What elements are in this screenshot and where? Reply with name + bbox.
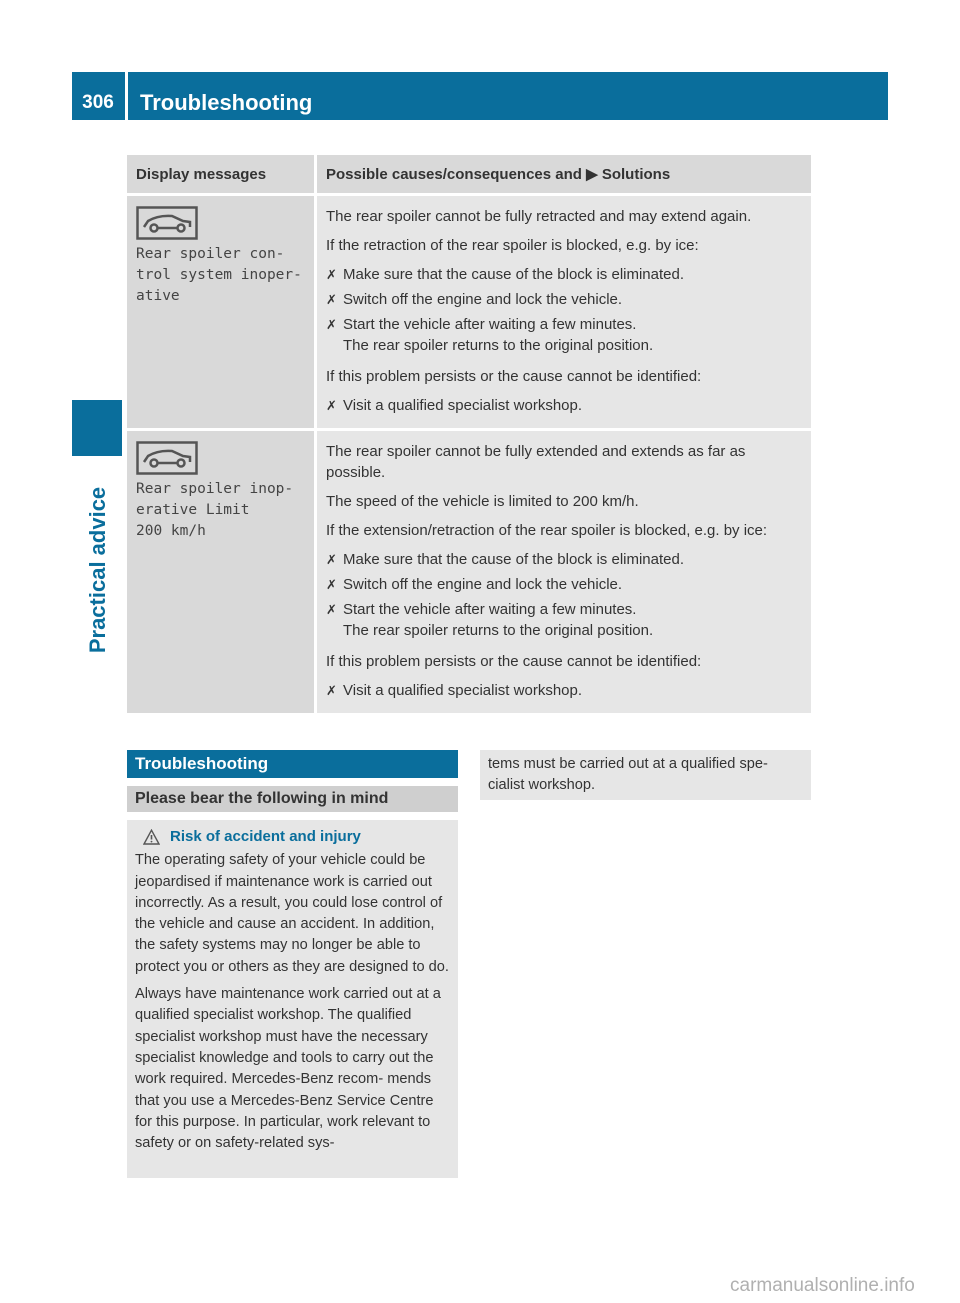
step-arrow-icon: ✗ [326, 683, 337, 698]
step-item: ✗ Start the vehicle after waiting a few minutes. The rear spoiler returns to the original position. [326, 314, 802, 356]
step-arrow-icon: ✗ [326, 602, 337, 617]
warning-box [127, 820, 458, 1178]
rear-spoiler-icon [136, 441, 198, 475]
step-arrow-icon: ✗ [326, 267, 337, 282]
condition-text: If this problem persists or the cause cannot be identified: [326, 653, 702, 670]
step-arrow-icon: ✗ [326, 577, 337, 592]
continuation-text: tems must be carried out at a qualified spe- cialist workshop. [488, 756, 768, 794]
consequence-text: The speed of the vehicle is limited to 200 km/h. [326, 493, 639, 510]
table-row [127, 430, 811, 714]
footer-watermark: carmanualsonline.info [730, 1275, 915, 1296]
step-item: ✗ Start the vehicle after waiting a few minutes. The rear spoiler returns to the original position. [326, 599, 802, 641]
display-message-text: Rear spoiler con- trol system inoper- ative [136, 246, 302, 304]
side-tab-marker [72, 400, 122, 456]
condition-text: If the retraction of the rear spoiler is blocked, e.g. by ice: [326, 237, 699, 254]
table-header-row [127, 155, 811, 195]
side-chapter-label [70, 480, 126, 660]
step-item: ✗ Visit a qualified specialist workshop. [326, 682, 583, 699]
step-result: The rear spoiler returns to the original position. [343, 337, 654, 354]
side-chapter-text: Practical advice [85, 486, 110, 654]
table-row [127, 195, 811, 430]
step-item: ✗ Make sure that the cause of the block is eliminated. [326, 266, 685, 283]
step-item: ✗ Visit a qualified specialist workshop. [326, 397, 583, 414]
warning-paragraph: The operating safety of your vehicle could be jeopardised if maintenance work is carried out incorrectly. As a result, you could lose control of the vehicle and cause an accident. In addition, the safety systems may no longer be able to protect you or others as they are designed to do. [135, 852, 449, 975]
cause-text: The rear spoiler cannot be fully retracted and may extend again. [326, 208, 752, 225]
col-causes-solutions: Possible causes/consequences and ▶ Solutions [316, 155, 812, 195]
message-cell [127, 430, 316, 714]
solution-cell [316, 195, 812, 430]
page-title: Troubleshooting [140, 90, 313, 115]
page-number: 306 [82, 92, 114, 113]
continuation-box [480, 750, 811, 800]
cause-text: The rear spoiler cannot be fully extended and extends as far as possible. [326, 443, 746, 481]
header-divider [125, 72, 128, 120]
solution-arrow-icon: ▶ [586, 166, 598, 183]
step-arrow-icon: ✗ [326, 317, 337, 332]
warning-heading [135, 826, 450, 847]
warning-title: Risk of accident and injury [170, 828, 361, 845]
message-cell [127, 195, 316, 430]
section-subtitle: Please bear the following in mind [127, 786, 458, 812]
step-arrow-icon: ✗ [326, 552, 337, 567]
display-message-text: Rear spoiler inop- erative Limit 200 km/h [136, 481, 294, 539]
rear-spoiler-icon [136, 206, 198, 240]
display-messages-table [127, 155, 811, 713]
section-title: Troubleshooting [127, 750, 458, 778]
step-item: ✗ Switch off the engine and lock the vehicle. [326, 291, 623, 308]
step-item: ✗ Make sure that the cause of the block is eliminated. [326, 551, 685, 568]
solution-cell [316, 430, 812, 714]
warning-triangle-icon [143, 829, 160, 845]
condition-text: If the extension/retraction of the rear spoiler is blocked, e.g. by ice: [326, 522, 768, 539]
step-arrow-icon: ✗ [326, 292, 337, 307]
condition-text: If this problem persists or the cause cannot be identified: [326, 368, 702, 385]
step-item: ✗ Switch off the engine and lock the vehicle. [326, 576, 623, 593]
col-display-messages: Display messages [127, 155, 316, 195]
step-result: The rear spoiler returns to the original position. [343, 622, 654, 639]
step-arrow-icon: ✗ [326, 398, 337, 413]
warning-paragraph: Always have maintenance work carried out at a qualified specialist workshop. The qualified specialist workshop must have the necessary specialist knowledge and tools to carry out the work required. Mercedes-Benz recom- mends that you use a Mercedes-Benz Service Centre for this purpose. In particular, work relevant to safety or on safety-related sys- [135, 986, 441, 1152]
